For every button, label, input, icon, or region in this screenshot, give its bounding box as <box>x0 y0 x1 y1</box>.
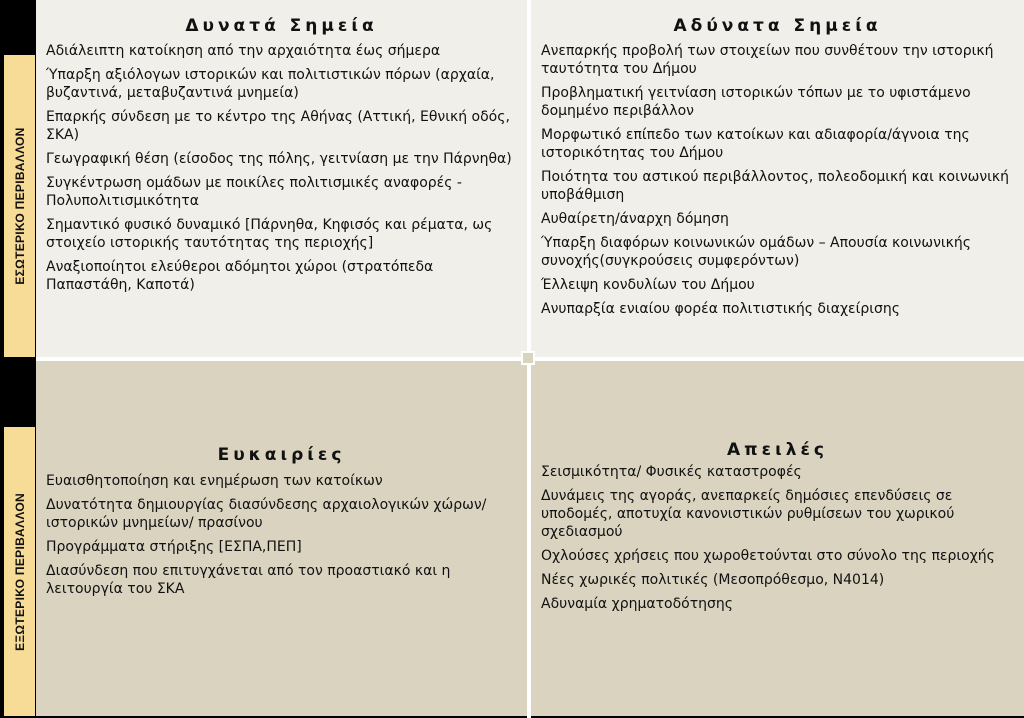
list-item: Ευαισθητοποίηση και ενημέρωση των κατοίκων <box>46 473 383 489</box>
list-item: Οχλούσες χρήσεις που χωροθετούνται στο σύνολο της περιοχής <box>541 548 995 564</box>
center-junction <box>521 351 535 365</box>
list-item: Επαρκής σύνδεση με το κέντρο της Αθήνας (Αττική, Εθνική οδός, ΣΚΑ) <box>46 109 510 143</box>
list-item: Έλλειψη κονδυλίων του Δήμου <box>541 277 755 293</box>
strengths-list <box>46 42 517 294</box>
list-item: Μορφωτικό επίπεδο των κατοίκων και αδιαφορία/άγνοια της ιστορικότητας του Δήμου <box>541 127 970 161</box>
list-item: Δυνάμεις της αγοράς, ανεπαρκείς δημόσιες επενδύσεις σε υποδομές, αποτυχία κανονιστικών ρυθμίσεων του χωρικού σχεδιασμού <box>541 488 955 540</box>
internal-environment-label: ΕΣΩΤΕΡΙΚΟ ΠΕΡΙΒΑΛΛΟΝ <box>12 127 27 285</box>
list-item: Σημαντικό φυσικό δυναμικό [Πάρνηθα, Κηφισός και ρέματα, ως στοιχείο ιστορικής ταυτότητας της περιοχής] <box>46 217 493 251</box>
list-item: Αδυναμία χρηματοδότησης <box>541 596 733 612</box>
list-item: Ανυπαρξία ενιαίου φορέα πολιτιστικής διαχείρισης <box>541 301 900 317</box>
threats-list <box>541 463 1014 613</box>
opportunities-list <box>46 472 517 598</box>
external-environment-label: ΕΞΩΤΕΡΙΚΟ ΠΕΡΙΒΑΛΛΟΝ <box>12 492 27 651</box>
opportunities-title: Ευκαιρίες <box>217 445 346 465</box>
list-item: Προβληματική γειτνίαση ιστορικών τόπων με το υφιστάμενο δομημένο περιβάλλον <box>541 85 971 119</box>
list-item: Νέες χωρικές πολιτικές (Μεσοπρόθεσμο, Ν4014) <box>541 572 885 588</box>
list-item: Διασύνδεση που επιτυγχάνεται από τον προαστιακό και η λειτουργία του ΣΚΑ <box>46 563 451 597</box>
weaknesses-list <box>541 42 1014 318</box>
weaknesses-title: Αδύνατα Σημεία <box>673 16 882 36</box>
strengths-quadrant <box>36 0 527 357</box>
internal-environment-band <box>4 55 35 357</box>
list-item: Συγκέντρωση ομάδων με ποικίλες πολιτισμικές αναφορές - Πολυπολιτισμικότητα <box>46 175 462 209</box>
list-item: Ποιότητα του αστικού περιβάλλοντος, πολεοδομική και κοινωνική υποβάθμιση <box>541 169 1010 203</box>
list-item: Σεισμικότητα/ Φυσικές καταστροφές <box>541 464 802 480</box>
external-environment-band <box>4 427 35 716</box>
list-item: Αναξιοποίητοι ελεύθεροι αδόμητοι χώροι (στρατόπεδα Παπαστάθη, Καποτά) <box>46 259 434 293</box>
threats-quadrant <box>531 361 1024 716</box>
strengths-title: Δυνατά Σημεία <box>185 16 378 36</box>
list-item: Προγράμματα στήριξης [ΕΣΠΑ,ΠΕΠ] <box>46 539 302 555</box>
weaknesses-quadrant <box>531 0 1024 357</box>
list-item: Δυνατότητα δημιουργίας διασύνδεσης αρχαιολογικών χώρων/ ιστορικών μνημείων/ πρασίνου <box>46 497 487 531</box>
list-item: Αυθαίρετη/άναρχη δόμηση <box>541 211 729 227</box>
list-item: Ύπαρξη αξιόλογων ιστορικών και πολιτιστικών πόρων (αρχαία, βυζαντινά, μεταβυζαντινά μνημεία) <box>46 67 495 101</box>
opportunities-quadrant <box>36 361 527 716</box>
list-item: Αδιάλειπτη κατοίκηση από την αρχαιότητα έως σήμερα <box>46 43 441 59</box>
threats-title: Απειλές <box>727 440 828 460</box>
list-item: Γεωγραφική θέση (είσοδος της πόλης, γειτνίαση με την Πάρνηθα) <box>46 151 512 167</box>
list-item: Ανεπαρκής προβολή των στοιχείων που συνθέτουν την ιστορική ταυτότητα του Δήμου <box>541 43 994 77</box>
list-item: Ύπαρξη διαφόρων κοινωνικών ομάδων – Απουσία κοινωνικής συνοχής(συγκρούσεις συμφερόντων) <box>541 235 972 269</box>
